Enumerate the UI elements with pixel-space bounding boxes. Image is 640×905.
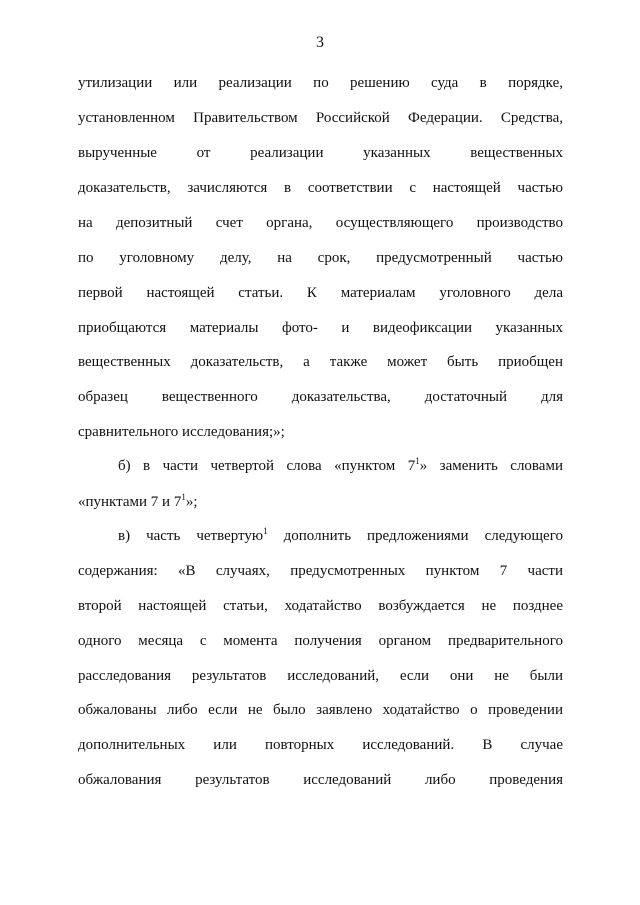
text-line: обжалованы либо если не было заявлено ходатайство о проведении (78, 702, 563, 718)
text-line: сравнительного исследования;»; (78, 424, 285, 440)
text-line: расследования результатов исследований, если они не были (78, 668, 563, 684)
text-line: первой настоящей статьи. К материалам уголовного дела (78, 285, 563, 301)
text-line: по уголовному делу, на срок, предусмотренный частью (78, 250, 563, 266)
item-b-line-2: «пунктами 7 и $7^1$»; (78, 492, 198, 510)
text-line: второй настоящей статьи, ходатайство возбуждается не позднее (78, 598, 563, 614)
text-line: на депозитный счет органа, осуществляющего производство (78, 215, 563, 231)
text-line: одного месяца с момента получения органом предварительного (78, 633, 563, 649)
text-line: содержания: «В случаях, предусмотренных пунктом 7 части (78, 563, 563, 579)
text-line: доказательств, зачисляются в соответствии с настоящей частью (78, 180, 563, 196)
text-line: вещественных доказательств, а также может быть приобщен (78, 354, 563, 370)
text-line: образец вещественного доказательства, достаточный для (78, 389, 563, 405)
text-line: приобщаются материалы фото- и видеофиксации указанных (78, 320, 563, 336)
item-b-line-1: б) в части четвертой слова «пунктом $7^1$» заменить словами (118, 456, 563, 474)
text-line: обжалования результатов исследований либо проведения (78, 772, 563, 788)
text-line: вырученные от реализации указанных вещественных (78, 145, 563, 161)
text-line: установленном Правительством Российской Федерации. Средства, (78, 110, 563, 126)
item-c-line-1: в) часть четвертую$^1$ дополнить предложениями следующего (118, 526, 563, 544)
text-line: дополнительных или повторных исследований. В случае (78, 737, 563, 753)
text-line: утилизации или реализации по решению суда в порядке, (78, 75, 563, 91)
page-number: 3 (316, 34, 324, 51)
